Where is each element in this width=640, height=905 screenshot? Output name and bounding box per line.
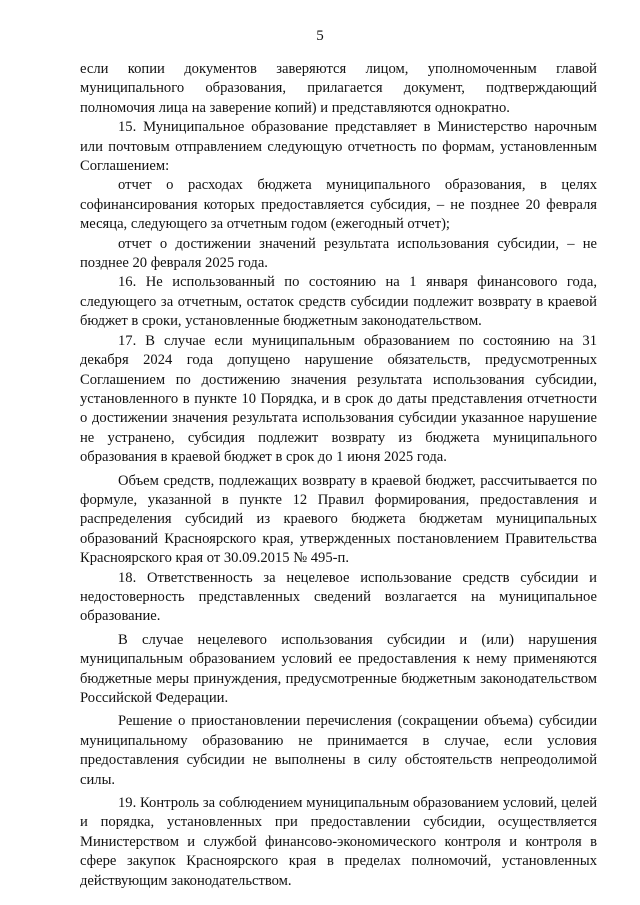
- paragraph-17-refund-volume: Объем средств, подлежащих возврату в краевой бюджет, рассчитывается по формуле, указанной в пункте 12 Правил формирования, предоставления и распределения субсидий из краевого бюджета бюджетам муниципальных образований Красноярского края, утвержденных постановлением Правительства Красноярского края от 30.09.2015 № 495-п.: [80, 472, 597, 567]
- paragraph-18-misuse: В случае нецелевого использования субсидии и (или) нарушения муниципальным образованием условий ее предоставления к нему применяются бюджетные меры принуждения, предусмотренные бюджетным законодательством Российской Федерации.: [80, 631, 597, 706]
- paragraph-18: 18. Ответственность за нецелевое использование средств субсидии и недостоверность представленных сведений возлагается на муниципальное образование.: [80, 569, 597, 625]
- paragraph-19: 19. Контроль за соблюдением муниципальным образованием условий, целей и порядка, установленных при предоставлении субсидии, осуществляется Министерством и службой финансово-экономического контроля и контроля в сфере закупок Красноярского края в пределах полномочий, установленных действующим законодательством.: [80, 795, 597, 889]
- paragraph-continuation: если копии документов заверяются лицом, уполномоченным главой муниципального образования, прилагается документ, подтверждающий полномочия лица на заверение копий) и представляются однократно.: [80, 61, 597, 116]
- paragraph-15: 15. Муниципальное образование представляет в Министерство нарочным или почтовым отправлением следующую отчетность по формам, установленным Соглашением:: [80, 119, 597, 175]
- paragraph-15-expense-report: отчет о расходах бюджета муниципального образования, в целях софинансирования которых предоставляется субсидия, – не позднее 20 февраля месяца, следующего за отчетным годом (ежегодный отчет);: [80, 177, 597, 233]
- paragraph-16: 16. Не использованный по состоянию на 1 января финансового года, следующего за отчетным, остаток средств субсидии подлежит возврату в краевой бюджет в сроки, установленные бюджетным законодательством.: [80, 274, 597, 330]
- paragraph-15-result-report: отчет о достижении значений результата использования субсидии, – не позднее 20 февраля 2025 года.: [80, 235, 597, 272]
- paragraph-17: 17. В случае если муниципальным образованием по состоянию на 31 декабря 2024 года допущено нарушение обязательств, предусмотренных Соглашением по достижению значения результата использования субсидии, установленного в пункте 10 Порядка, и в срок до даты представления отчетности о достижении значения результата использования субсидии указанное нарушение не устранено, субсидия подлежит возврату из бюджета муниципального образования в краевой бюджет в срок до 1 июня 2025 года.: [80, 332, 597, 466]
- document-body: [80, 60, 597, 891]
- paragraph-18-force-majeure: Решение о приостановлении перечисления (сокращении объема) субсидии муниципальному образованию не принимается в случае, если условия предоставления субсидии не выполнены в силу обстоятельств непреодолимой силы.: [80, 713, 597, 788]
- page-number: 5: [316, 28, 324, 44]
